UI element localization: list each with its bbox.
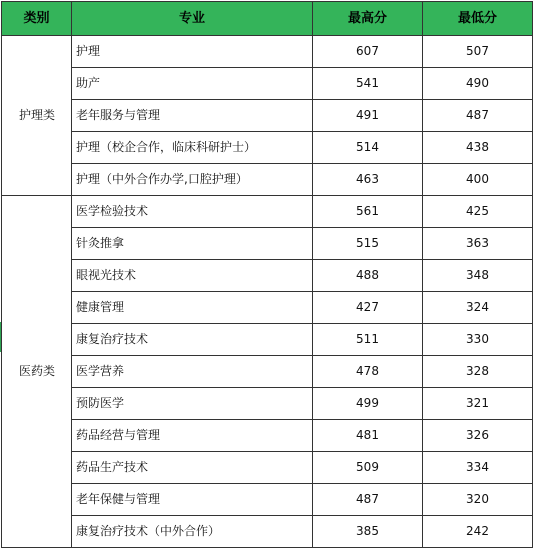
header-category: 类别 xyxy=(2,2,72,36)
major-cell: 药品经营与管理 xyxy=(72,420,313,452)
major-cell: 药品生产技术 xyxy=(72,452,313,484)
min-score-cell: 320 xyxy=(423,484,533,516)
max-score-cell: 514 xyxy=(313,132,423,164)
table-row xyxy=(2,260,533,292)
max-score-cell: 511 xyxy=(313,324,423,356)
table-row xyxy=(2,516,533,548)
table-header xyxy=(2,2,533,36)
table-body xyxy=(2,36,533,548)
max-score-cell: 385 xyxy=(313,516,423,548)
min-score-cell: 425 xyxy=(423,196,533,228)
min-score-cell: 328 xyxy=(423,356,533,388)
table-row xyxy=(2,196,533,228)
table-row xyxy=(2,452,533,484)
major-cell: 护理（中外合作办学,口腔护理） xyxy=(72,164,313,196)
category-cell: 医药类 xyxy=(2,196,72,548)
table-row xyxy=(2,388,533,420)
major-cell: 针灸推拿 xyxy=(72,228,313,260)
max-score-cell: 515 xyxy=(313,228,423,260)
min-score-cell: 490 xyxy=(423,68,533,100)
header-row xyxy=(2,2,533,36)
max-score-cell: 481 xyxy=(313,420,423,452)
max-score-cell: 499 xyxy=(313,388,423,420)
major-cell: 医学营养 xyxy=(72,356,313,388)
major-cell: 护理 xyxy=(72,36,313,68)
header-max-score: 最高分 xyxy=(313,2,423,36)
table-row xyxy=(2,420,533,452)
table-row xyxy=(2,100,533,132)
min-score-cell: 438 xyxy=(423,132,533,164)
max-score-cell: 478 xyxy=(313,356,423,388)
max-score-cell: 509 xyxy=(313,452,423,484)
max-score-cell: 488 xyxy=(313,260,423,292)
table-row xyxy=(2,68,533,100)
score-table xyxy=(1,1,533,548)
max-score-cell: 561 xyxy=(313,196,423,228)
category-cell: 护理类 xyxy=(2,36,72,196)
min-score-cell: 363 xyxy=(423,228,533,260)
min-score-cell: 326 xyxy=(423,420,533,452)
major-cell: 护理（校企合作，临床科研护士） xyxy=(72,132,313,164)
table-row xyxy=(2,164,533,196)
major-cell: 康复治疗技术 xyxy=(72,324,313,356)
table-row xyxy=(2,132,533,164)
major-cell: 健康管理 xyxy=(72,292,313,324)
header-min-score: 最低分 xyxy=(423,2,533,36)
max-score-cell: 491 xyxy=(313,100,423,132)
major-cell: 康复治疗技术（中外合作） xyxy=(72,516,313,548)
max-score-cell: 463 xyxy=(313,164,423,196)
min-score-cell: 487 xyxy=(423,100,533,132)
max-score-cell: 487 xyxy=(313,484,423,516)
min-score-cell: 321 xyxy=(423,388,533,420)
major-cell: 老年保健与管理 xyxy=(72,484,313,516)
min-score-cell: 242 xyxy=(423,516,533,548)
min-score-cell: 400 xyxy=(423,164,533,196)
major-cell: 助产 xyxy=(72,68,313,100)
max-score-cell: 427 xyxy=(313,292,423,324)
major-cell: 老年服务与管理 xyxy=(72,100,313,132)
max-score-cell: 607 xyxy=(313,36,423,68)
table-row xyxy=(2,36,533,68)
table-row xyxy=(2,292,533,324)
major-cell: 预防医学 xyxy=(72,388,313,420)
header-major: 专业 xyxy=(72,2,313,36)
min-score-cell: 330 xyxy=(423,324,533,356)
max-score-cell: 541 xyxy=(313,68,423,100)
table-row xyxy=(2,228,533,260)
min-score-cell: 348 xyxy=(423,260,533,292)
table-row xyxy=(2,324,533,356)
table-row xyxy=(2,356,533,388)
major-cell: 眼视光技术 xyxy=(72,260,313,292)
major-cell: 医学检验技术 xyxy=(72,196,313,228)
min-score-cell: 507 xyxy=(423,36,533,68)
min-score-cell: 324 xyxy=(423,292,533,324)
min-score-cell: 334 xyxy=(423,452,533,484)
table-row xyxy=(2,484,533,516)
